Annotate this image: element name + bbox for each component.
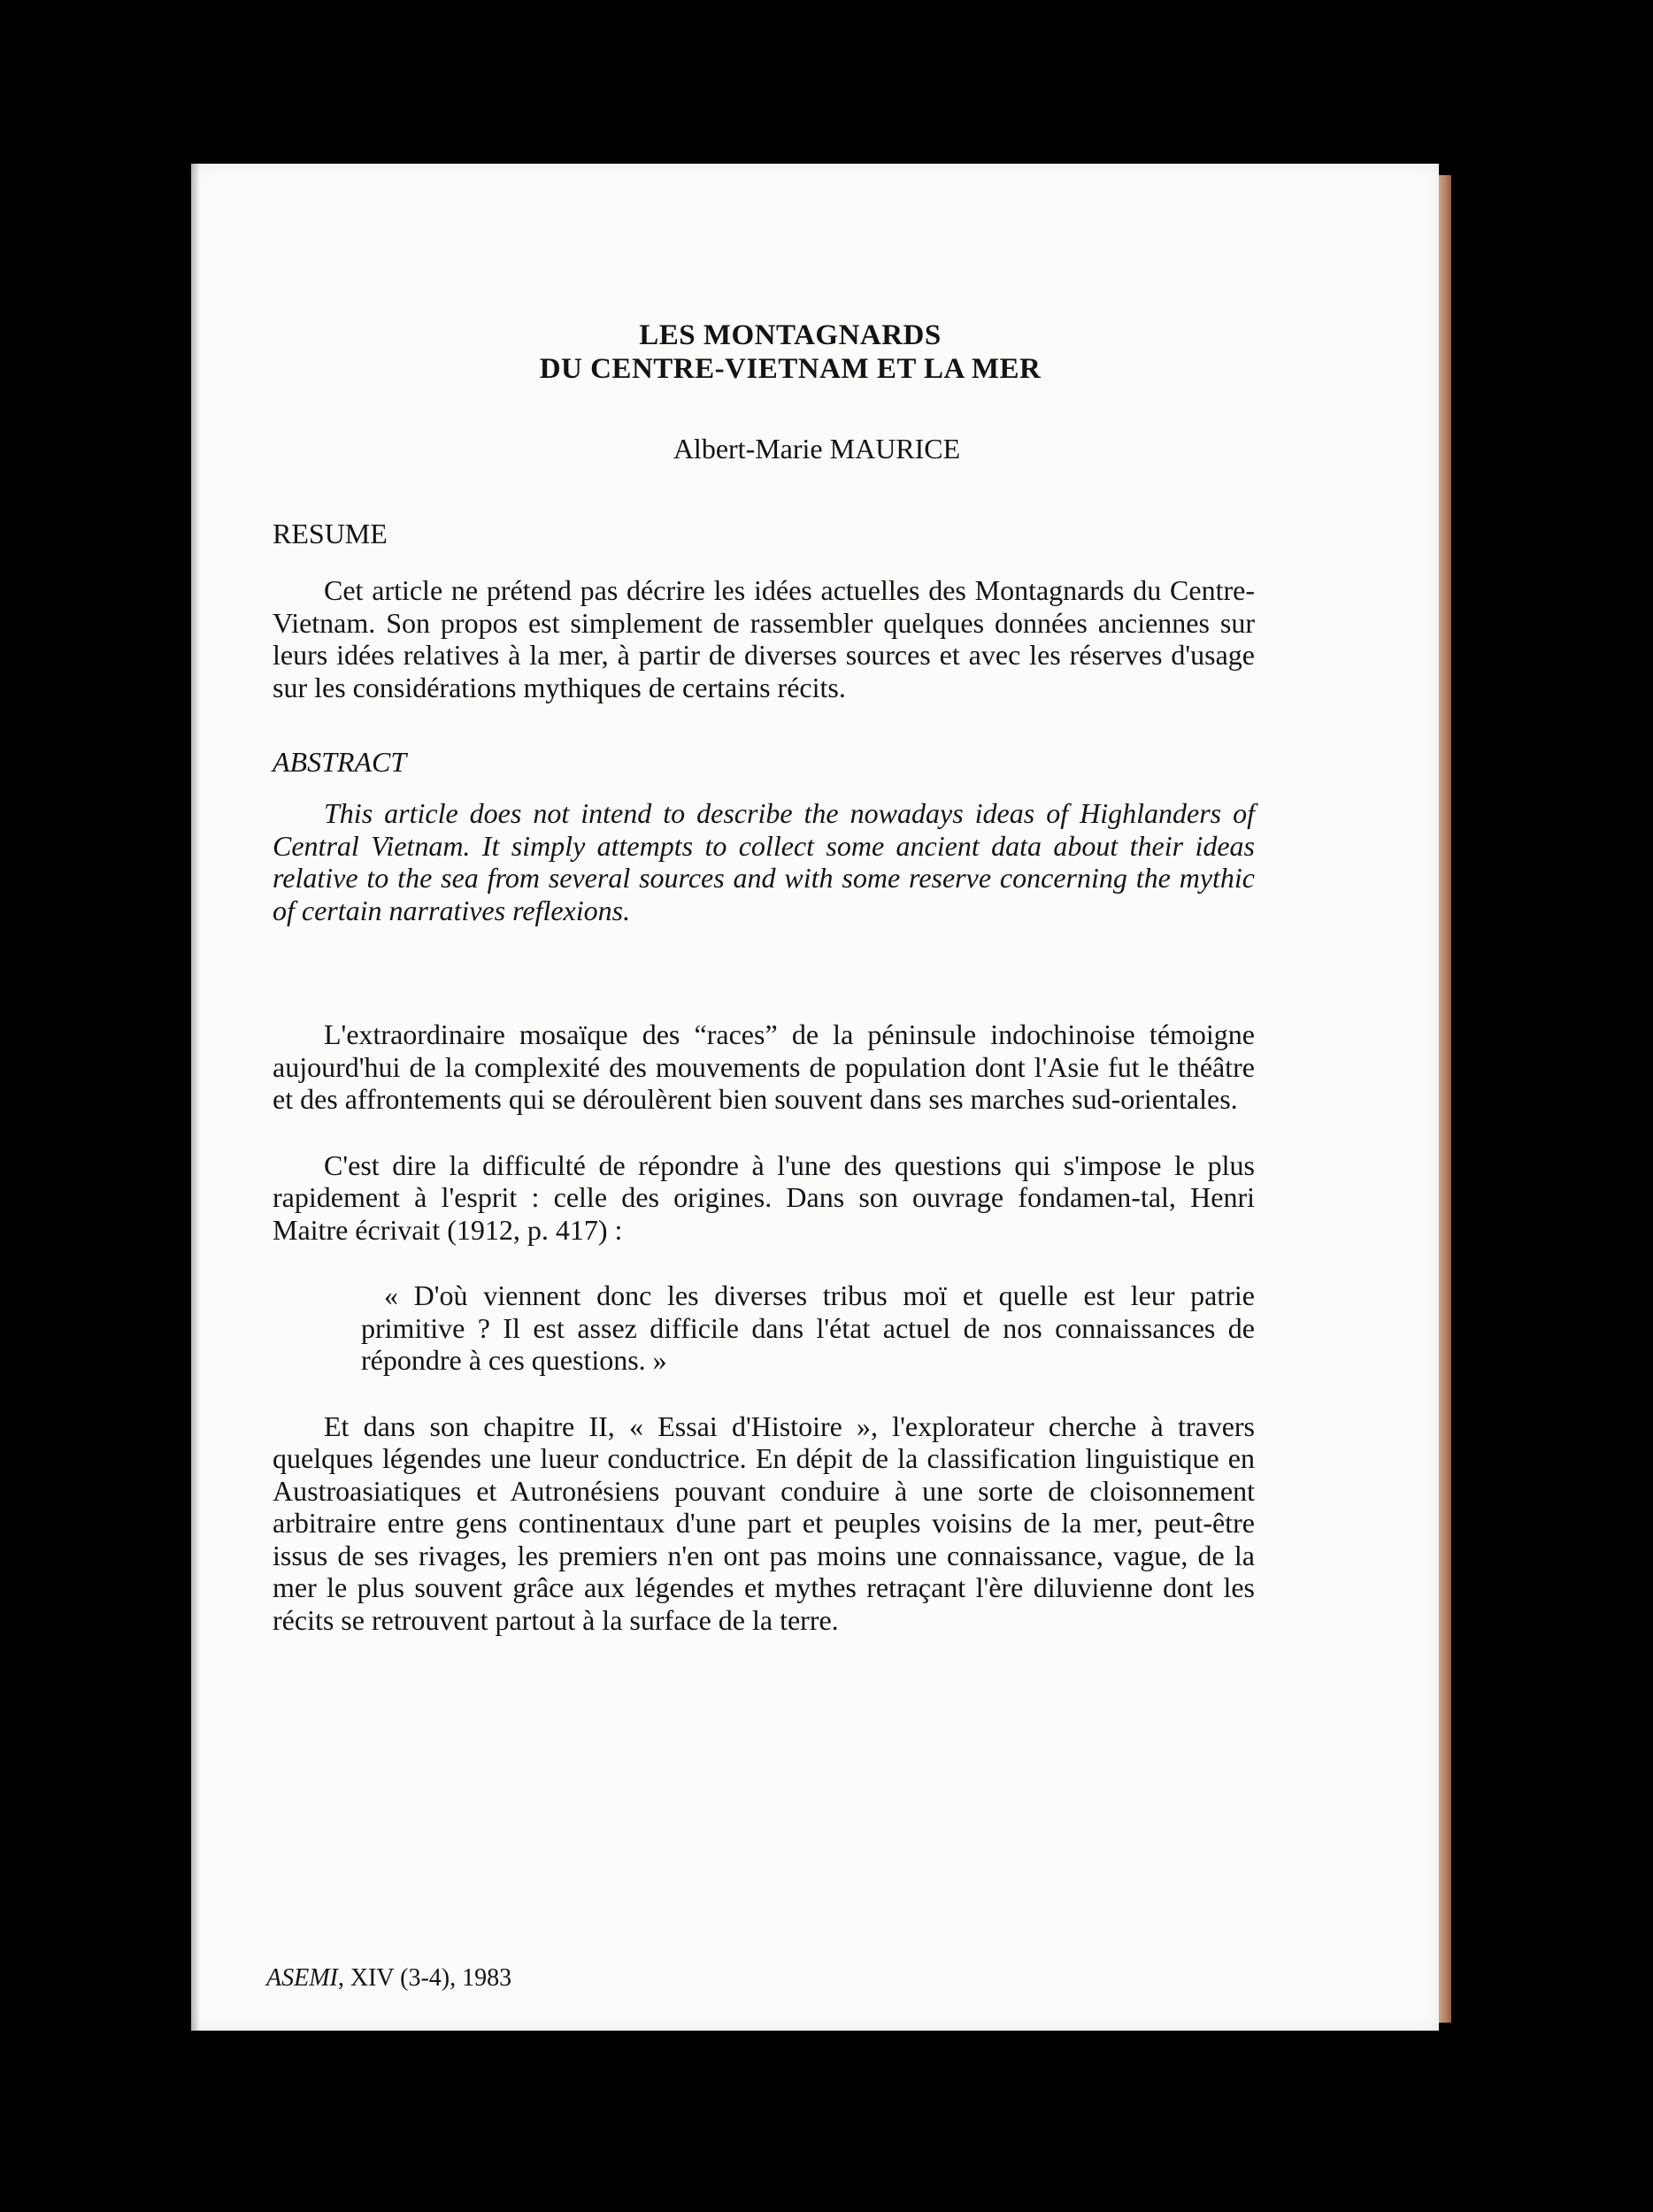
journal-citation (266, 1964, 511, 1993)
resume-heading: RESUME (273, 518, 388, 549)
body-paragraph-1: L'extraordinaire mosaïque des “races” de la péninsule indochinoise témoigne aujourd'hui de la complexité des mouvements de population dont l'Asie fut le théâtre et des affrontements qui se déroulèrent bien souvent dans ses marches sud-orientales. (273, 1018, 1255, 1115)
body-paragraph-3: Et dans son chapitre II, « Essai d'Histoire », l'explorateur cherche à travers quelques légendes une lueur conductrice. En dépit de la classification linguistique en Austroasiatiques et Autronésiens pouvant conduire à une sorte de cloisonnement arbitraire entre gens continentaux d'une part et peuples voisins de la mer, peut-être issus de ses rivages, les premiers n'en ont pas moins une connaissance, vague, de la mer le plus souvent grâce aux légendes et mythes retraçant l'ère diluvienne dont les récits se retrouvent partout à la surface de la terre. (273, 1409, 1255, 1636)
article-content (273, 319, 1255, 1636)
article-author: Albert-Marie MAURICE (673, 433, 961, 465)
spine-shadow (191, 164, 200, 2031)
title-line-1: LES MONTAGNARDS (639, 319, 942, 351)
block-quote: « D'où viennent donc les diverses tribus moï et quelle est leur patrie primitive ? Il est assez difficile dans l'état actuel de nos connaissances de répondre à ces questions. » (361, 1279, 1255, 1376)
resume-paragraph: Cet article ne prétend pas décrire les idées actuelles des Montagnards du Centre-Vietnam. Son propos est simplement de rassembler quelques données anciennes sur leurs idées relatives à la mer, à partir de diverses sources et avec les réserves d'usage sur les considérations mythiques de certains récits. (273, 574, 1255, 703)
abstract-paragraph: This article does not intend to describe the nowadays ideas of Highlanders of Central Vietnam. It simply attempts to collect some ancient data about their ideas relative to the sea from several sources and with some reserve concerning the mythic of certain narratives reflexions. (273, 797, 1255, 926)
journal-issue: , XIV (3-4), 1983 (337, 1964, 512, 1992)
page-edge (1439, 175, 1451, 2023)
article-title (326, 319, 1255, 386)
title-line-2: DU CENTRE-VIETNAM ET LA MER (539, 353, 1042, 385)
abstract-heading: ABSTRACT (273, 746, 407, 778)
body-paragraph-2: C'est dire la difficulté de répondre à l'une des questions qui s'impose le plus rapidement à l'esprit : celle des origines. Dans son ouvrage fondamen-tal, Henri Maitre écrivait (1912, p. 417) : (273, 1148, 1255, 1246)
document-page (191, 164, 1439, 2031)
journal-name: ASEMI (266, 1964, 338, 1992)
